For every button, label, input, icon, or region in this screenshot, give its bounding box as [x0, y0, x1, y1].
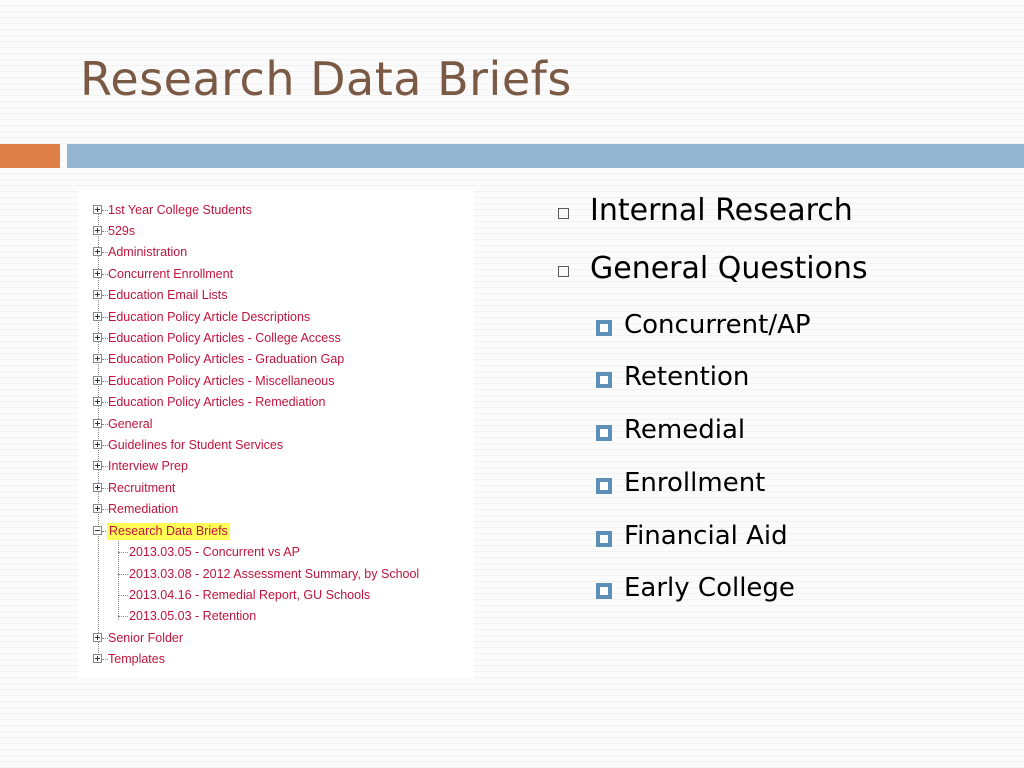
hollow-square-bullet-icon [558, 266, 569, 277]
expand-plus-icon[interactable] [93, 333, 102, 342]
expand-plus-icon[interactable] [93, 483, 102, 492]
expand-plus-icon[interactable] [93, 290, 102, 299]
tree-item-label[interactable]: Administration [108, 245, 188, 259]
accent-bar-orange [0, 144, 60, 168]
square-bullet-icon [596, 320, 612, 336]
tree-item-label[interactable]: 1st Year College Students [108, 203, 252, 217]
square-bullet-icon [596, 583, 612, 599]
square-bullet-icon [596, 425, 612, 441]
expand-plus-icon[interactable] [93, 440, 102, 449]
expand-plus-icon[interactable] [93, 654, 102, 663]
expand-plus-icon[interactable] [93, 504, 102, 513]
bullet-text: Retention [624, 362, 750, 392]
expand-plus-icon[interactable] [93, 247, 102, 256]
tree-item-label[interactable]: Remediation [108, 502, 179, 516]
expand-plus-icon[interactable] [93, 419, 102, 428]
expand-plus-icon[interactable] [93, 397, 102, 406]
tree-item-label[interactable]: Concurrent Enrollment [108, 267, 234, 281]
bullet-text: Early College [624, 573, 795, 603]
tree-child-label[interactable]: 2013.05.03 - Retention [129, 609, 257, 623]
tree-item-label[interactable]: Education Policy Articles - Miscellaneous [108, 374, 335, 388]
tree-item-label[interactable]: Recruitment [108, 481, 176, 495]
slide-title: Research Data Briefs [80, 52, 572, 106]
expand-plus-icon[interactable] [93, 312, 102, 321]
bullet-text: Financial Aid [624, 521, 788, 551]
tree-item-label[interactable]: 529s [108, 224, 136, 238]
bullet-text: Enrollment [624, 468, 766, 498]
hollow-square-bullet-icon [558, 208, 569, 219]
square-bullet-icon [596, 372, 612, 388]
tree-child-label[interactable]: 2013.04.16 - Remedial Report, GU Schools [129, 588, 371, 602]
bullet-text: Concurrent/AP [624, 310, 811, 340]
bullet-text: General Questions [590, 251, 868, 286]
expand-plus-icon[interactable] [93, 226, 102, 235]
expand-plus-icon[interactable] [93, 633, 102, 642]
tree-child-label[interactable]: 2013.03.05 - Concurrent vs AP [129, 545, 300, 559]
expand-plus-icon[interactable] [93, 461, 102, 470]
tree-item-label[interactable]: Senior Folder [108, 631, 184, 645]
expand-plus-icon[interactable] [93, 354, 102, 363]
tree-item-label[interactable]: Education Email Lists [108, 288, 228, 302]
tree-item-label[interactable]: Education Policy Articles - College Access [108, 331, 341, 345]
square-bullet-icon [596, 531, 612, 547]
square-bullet-icon [596, 478, 612, 494]
bullet-text: Internal Research [590, 193, 853, 228]
expand-plus-icon[interactable] [93, 376, 102, 385]
tree-item-label[interactable]: General [108, 417, 153, 431]
folder-tree-screenshot [78, 190, 474, 678]
accent-bar-blue [67, 144, 1024, 168]
tree-item-label-selected[interactable]: Research Data Briefs [109, 524, 228, 538]
tree-item-label[interactable]: Interview Prep [108, 459, 188, 473]
tree-connector-line [98, 211, 99, 659]
collapse-minus-icon[interactable] [93, 526, 102, 535]
tree-item-label[interactable]: Education Policy Article Descriptions [108, 310, 311, 324]
expand-plus-icon[interactable] [93, 205, 102, 214]
tree-item-label[interactable]: Templates [108, 652, 165, 666]
tree-child-label[interactable]: 2013.03.08 - 2012 Assessment Summary, by School [129, 567, 420, 581]
expand-plus-icon[interactable] [93, 269, 102, 278]
bullet-text: Remedial [624, 415, 746, 445]
tree-item-label[interactable]: Education Policy Articles - Graduation Gap [108, 352, 345, 366]
tree-item-label[interactable]: Guidelines for Student Services [108, 438, 284, 452]
tree-item-label[interactable]: Education Policy Articles - Remediation [108, 395, 326, 409]
tree-child-connector-line [118, 537, 119, 620]
